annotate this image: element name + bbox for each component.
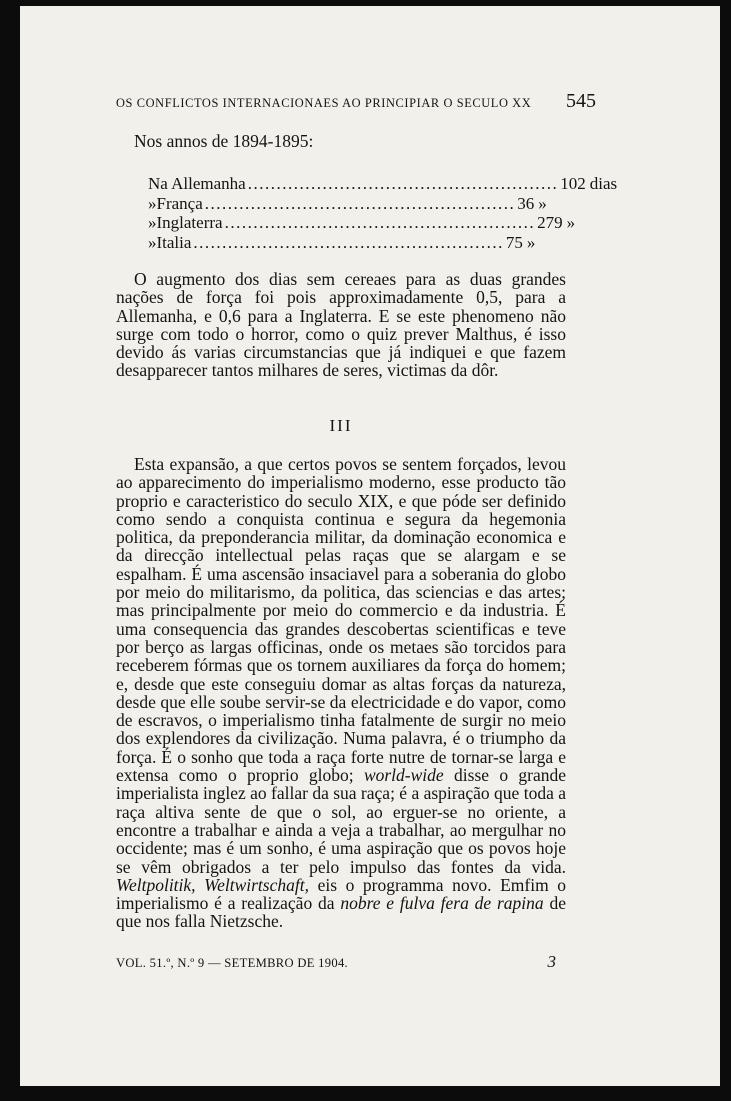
running-title: OS CONFLICTOS INTERNACIONAES AO PRINCIPIAR O SECULO XX [116,96,532,110]
italic-phrase: world-wide [363,765,444,786]
book-page [20,6,720,1086]
days-table [148,174,618,252]
table-row: Na Allemanha ...................................................... 102 dias [148,174,618,193]
country-name: Inglaterra [156,213,223,232]
days-unit: » [538,193,547,213]
intro-line: Nos annos de 1894-1895: [134,131,314,151]
table-row: » Inglaterra ...................................................... 279 » [148,213,576,232]
table-row: » França ...................................................... 36 » [148,193,547,213]
section-heading: III [329,416,353,435]
paragraph-text: de que nos falla Nietzsche. [116,893,567,932]
days-unit: » [526,232,536,252]
paragraph-text: eis o programma novo. Emfim o imperialismo é a realização da [116,874,567,914]
days-value: 102 [560,174,586,193]
days-value: 75 [505,232,523,252]
row-prefix: » [148,193,157,213]
country-name: Na Allemanha [148,174,246,193]
paragraph-text: disse o grande imperialista inglez ao fallar da sua raça; é a aspiração que toda a raça altiva sente de que o sol, ao erguer-se no oriente, a encontre a trabalhar e ainda a veja a trabalhar, ao mergulhar no occidente; mas é um sonho, é uma aspiração que os povos hoje se vêm obrigados a ter pelo impulso das fontes da vida. [116,765,567,877]
page-footer [116,952,556,972]
page-header [116,90,596,113]
italic-phrase: nobre e fulva fera de rapina [340,893,544,914]
paragraph-malthus: O augmento dos dias sem cereaes para as duas grandes nações de força foi pois approximadamente 0,5, para a Allemanha, e 0,6 para a Inglaterra. E se este phenomeno não surge com todo o horror, como o quiz prever Malthus, é isso devido ás varias circumstancias que já indiquei e que fazem desapparecer tantos milhares de seres, victimas da dôr. [116,269,566,381]
italic-phrase: Weltpolitik, Weltwirtschaft, [116,874,309,895]
days-unit: » [566,213,576,232]
paragraph-text: Esta expansão, a que certos povos se sentem forçados, levou ao apparecimento do imperialismo moderno, esse producto tão proprio e caracteristico do seculo XIX, e que póde ser definido como sendo a conquista continua e segura da hegemonia politica, da preponderancia militar, da dominação economica e da direcção intellectual pelas raças que se alargam e se espalham. É uma ascensão insaciavel para a soberania do globo por meio do militarismo, da politica, das sciencias e das artes; mas principalmente por meio do commercio e da industria. É uma consequencia das grandes descobertas scientificas e teve por berço as largas officinas, onde os metaes são torcidos para receberem fórmas que os tornem auxiliares da força do homem; e, desde que este conseguiu domar as altas forças da natureza, desde que elle soube servir-se da electricidade e do vapor, como de escravos, o imperialismo tinha fatalmente de surgir no meio dos explendores da civilização. Numa palavra, é o triumpho da força. É o sonho que toda a raça forte nutre de tornar-se larga e extensa como o proprio globo; [116,454,566,786]
table-row: » Italia ...................................................... 75 » [148,232,536,252]
country-name: Italia [156,232,192,252]
days-unit: dias [589,174,618,193]
days-value: 279 [537,213,563,232]
signature-mark: 3 [547,952,556,971]
page-number: 545 [566,90,596,112]
country-name: França [156,193,203,213]
days-value: 36 [517,193,535,213]
issue-info: VOL. 51.º, N.º 9 — SETEMBRO DE 1904. [116,956,349,970]
paragraph-imperialism [116,455,566,931]
row-prefix: » [148,232,157,252]
row-prefix: » [148,213,157,232]
